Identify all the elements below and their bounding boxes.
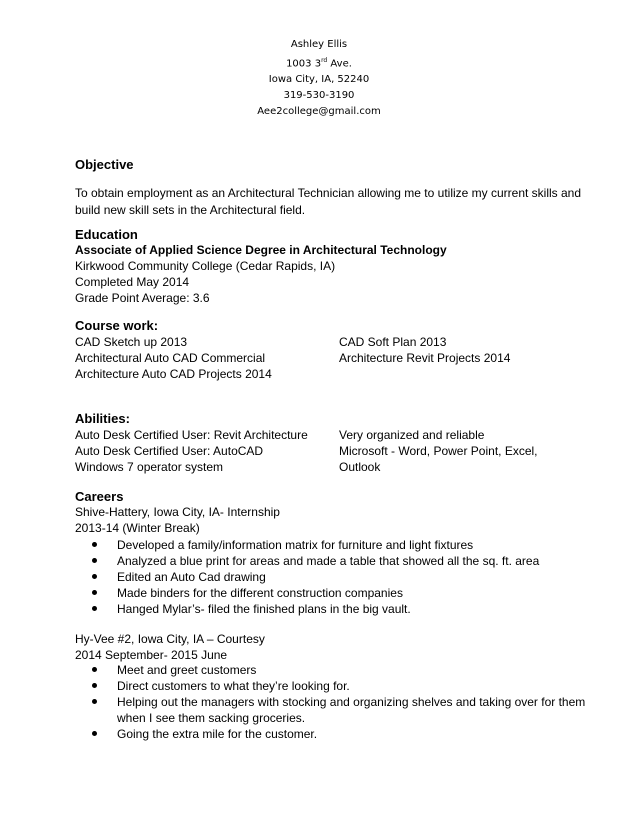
list-item: Direct customers to what they’re looking for. (75, 678, 587, 694)
objective-line-2: build new skill sets in the Architectural field. (75, 203, 306, 217)
job-dates: 2013-14 (Winter Break) (75, 521, 200, 535)
list-item: Hanged Mylar’s- filed the finished plans in the big vault. (75, 601, 539, 617)
email-address: Aee2college@gmail.com (257, 106, 381, 118)
list-item: Helping out the managers with stocking and organizing shelves and taking over for them when I see them sacking groceries. (75, 694, 587, 726)
street-address: 1003 3rd Ave. (286, 57, 352, 70)
course-item: Architecture Auto CAD Projects 2014 (75, 367, 272, 381)
bullet-icon (92, 683, 97, 688)
abilities-heading: Abilities: (75, 411, 130, 426)
job2-duties (75, 662, 587, 742)
bullet-icon (92, 542, 97, 547)
course-item: CAD Sketch up 2013 (75, 335, 188, 349)
objective-heading: Objective (75, 157, 134, 172)
job-employer: Shive-Hattery, Iowa City, IA- Internship (75, 505, 280, 519)
careers-heading: Careers (75, 489, 124, 504)
applicant-name: Ashley Ellis (290, 39, 348, 50)
ability-item: Very organized and reliable (339, 428, 485, 442)
bullet-icon (92, 699, 97, 704)
bullet-icon (92, 667, 97, 672)
bullet-icon (92, 606, 97, 611)
list-item: Going the extra mile for the customer. (75, 726, 587, 742)
completion-date: Completed May 2014 (75, 275, 190, 289)
degree-title: Associate of Applied Science Degree in Architectural Technology (75, 243, 447, 257)
list-item: Made binders for the different construction companies (75, 585, 539, 601)
list-item: Edited an Auto Cad drawing (75, 569, 539, 585)
objective-line-1: To obtain employment as an Architectural Technician allowing me to utilize my current skills and (75, 186, 582, 200)
job1-duties (75, 537, 539, 617)
bullet-icon (92, 731, 97, 736)
ability-item: Windows 7 operator system (75, 460, 224, 474)
phone-number: 319-530-3190 (283, 90, 355, 102)
ability-item: Outlook (339, 460, 381, 474)
job-dates: 2014 September- 2015 June (75, 648, 228, 662)
contact-header (0, 37, 638, 120)
bullet-icon (92, 574, 97, 579)
city-state-zip: Iowa City, IA, 52240 (268, 74, 370, 86)
bullet-icon (92, 590, 97, 595)
course-item: Architectural Auto CAD Commercial (75, 351, 266, 365)
gpa: Grade Point Average: 3.6 (75, 291, 210, 305)
school-name: Kirkwood Community College (Cedar Rapids, IA) (75, 259, 336, 273)
ability-item: Microsoft - Word, Power Point, Excel, (339, 444, 538, 458)
education-heading: Education (75, 227, 138, 242)
ability-item: Auto Desk Certified User: Revit Architecture (75, 428, 308, 442)
list-item: Analyzed a blue print for areas and made a table that showed all the sq. ft. area (75, 553, 539, 569)
job-employer: Hy-Vee #2, Iowa City, IA – Courtesy (75, 632, 265, 646)
coursework-heading: Course work: (75, 318, 159, 333)
list-item: Developed a family/information matrix for furniture and light fixtures (75, 537, 539, 553)
course-item: Architecture Revit Projects 2014 (339, 351, 511, 365)
ability-item: Auto Desk Certified User: AutoCAD (75, 444, 264, 458)
bullet-icon (92, 558, 97, 563)
list-item: Meet and greet customers (75, 662, 587, 678)
course-item: CAD Soft Plan 2013 (339, 335, 447, 349)
